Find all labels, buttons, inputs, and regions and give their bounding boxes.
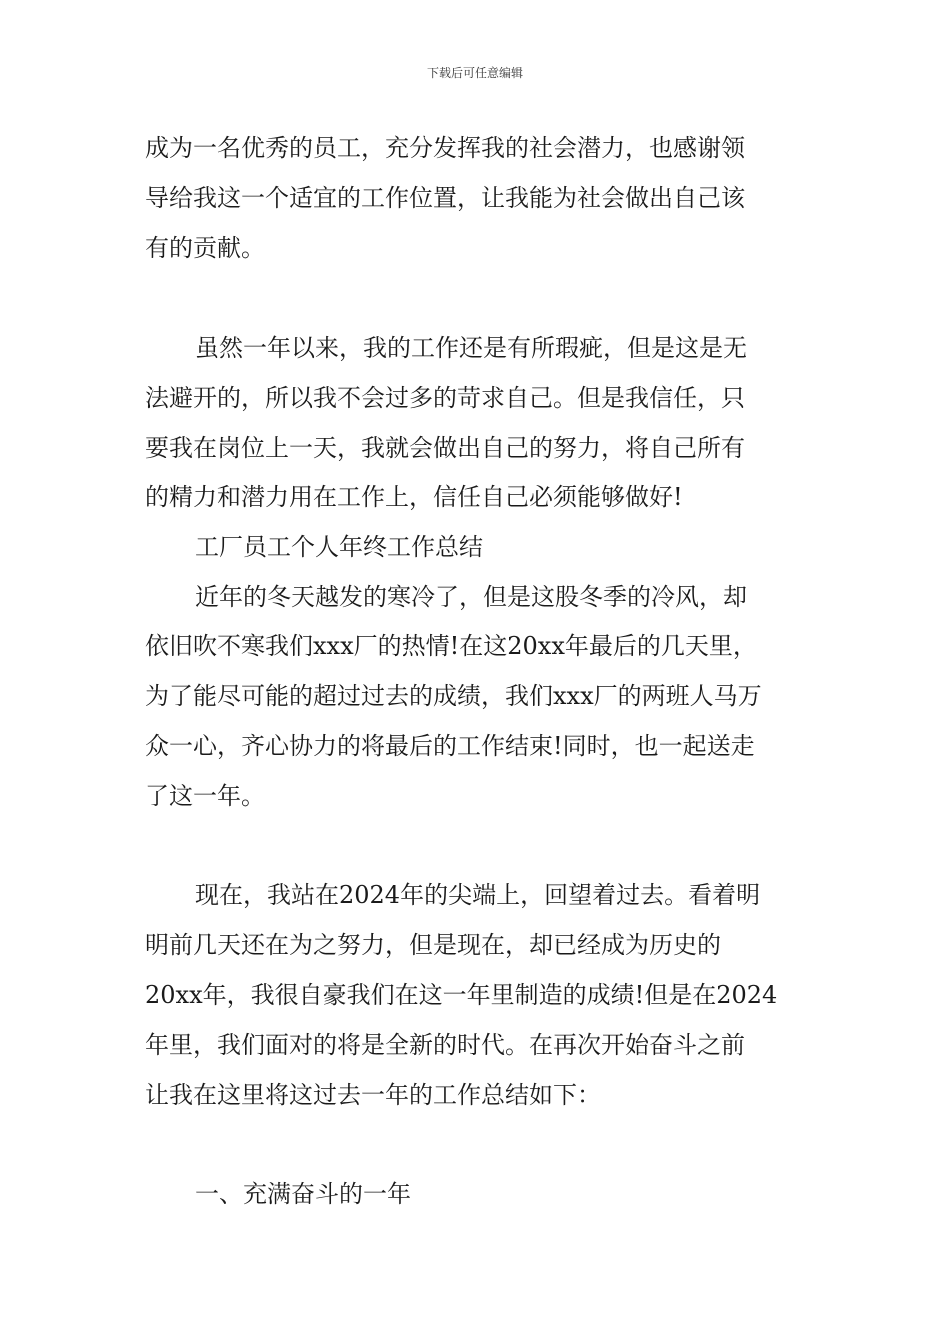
body-line: 成为一名优秀的员工，充分发挥我的社会潜力，也感谢领: [145, 134, 745, 162]
paragraph-first-line: 现在，我站在2024年的尖端上，回望着过去。看着明: [195, 881, 761, 909]
body-line: 导给我这一个适宜的工作位置，让我能为社会做出自己该: [145, 184, 745, 212]
body-line: 了这一年。: [145, 782, 265, 810]
body-line: 让我在这里将这过去一年的工作总结如下：: [145, 1081, 601, 1109]
paragraph-first-line: 近年的冬天越发的寒冷了，但是这股冬季的冷风，却: [195, 583, 747, 611]
paragraph-first-line: 虽然一年以来，我的工作还是有所瑕疵，但是这是无: [195, 334, 747, 362]
body-line: 依旧吹不寒我们xxx厂的热情!在这20xx年最后的几天里，: [145, 632, 757, 660]
section-title: 工厂员工个人年终工作总结: [195, 533, 483, 561]
body-line: 法避开的，所以我不会过多的苛求自己。但是我信任，只: [145, 384, 745, 412]
body-line: 明前几天还在为之努力，但是现在，却已经成为历史的: [145, 931, 721, 959]
section-heading: 一、充满奋斗的一年: [195, 1180, 411, 1208]
body-line: 20xx年，我很自豪我们在这一年里制造的成绩!但是在2024: [145, 981, 778, 1009]
body-line: 的精力和潜力用在工作上，信任自己必须能够做好!: [145, 483, 683, 511]
body-line: 众一心，齐心协力的将最后的工作结束!同时，也一起送走: [145, 732, 755, 760]
page-header: 下载后可任意编辑: [426, 66, 523, 80]
body-line: 为了能尽可能的超过过去的成绩，我们xxx厂的两班人马万: [145, 682, 762, 710]
body-line: 有的贡献。: [145, 234, 265, 262]
body-line: 要我在岗位上一天，我就会做出自己的努力，将自己所有: [145, 434, 745, 462]
body-line: 年里，我们面对的将是全新的时代。在再次开始奋斗之前: [145, 1031, 745, 1059]
